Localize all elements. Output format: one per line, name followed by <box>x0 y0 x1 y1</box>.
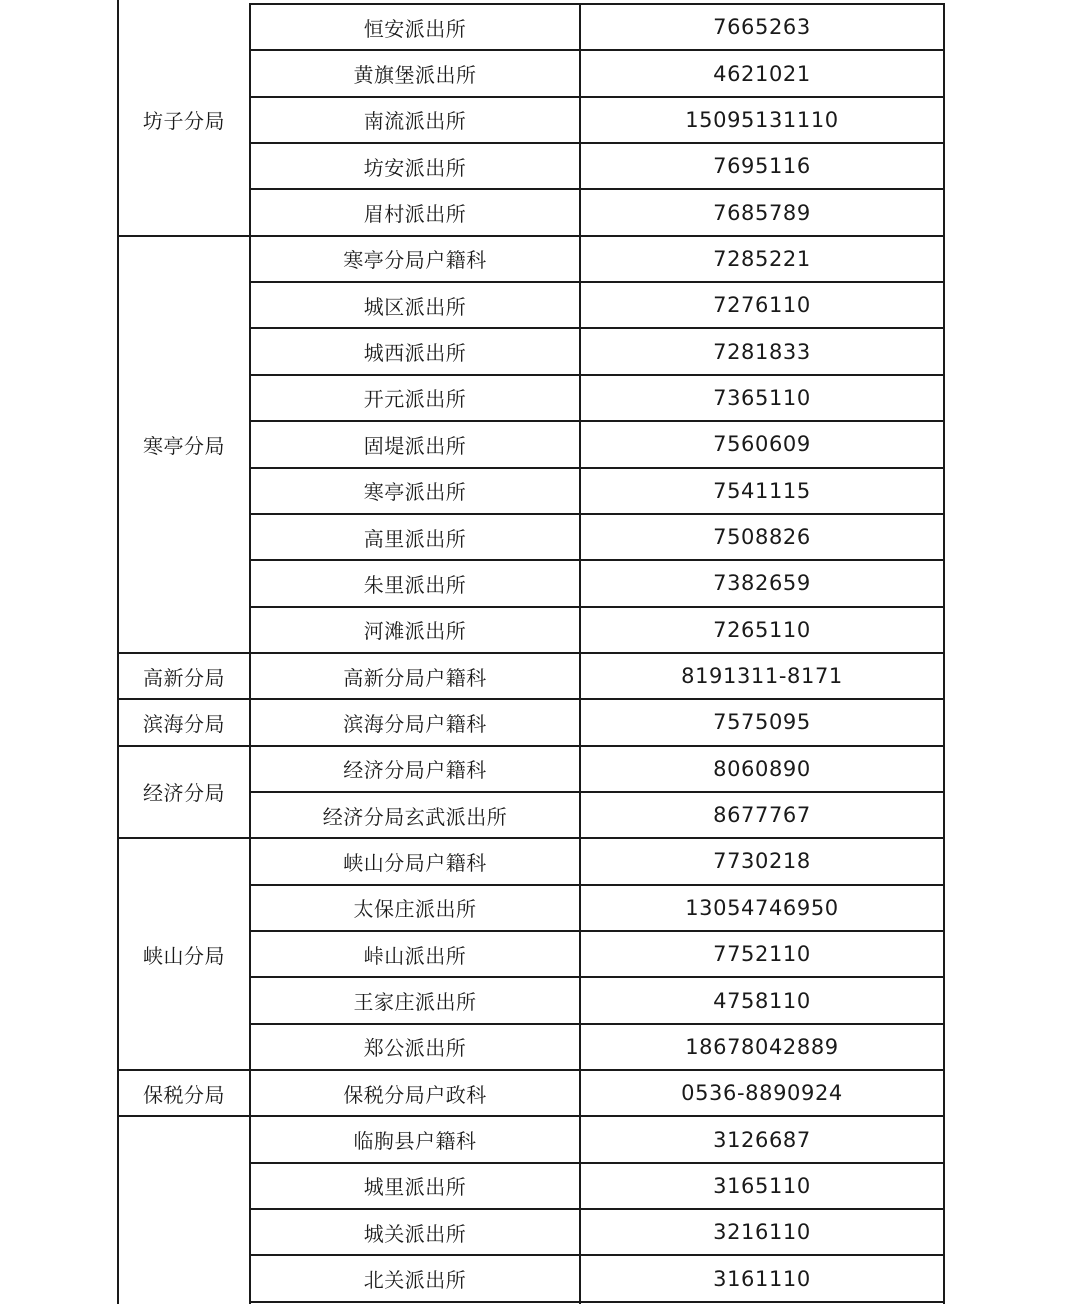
unit-name-cell: 峡山分局户籍科 <box>343 850 487 875</box>
unit-name-cell: 城西派出所 <box>363 341 467 366</box>
phone-number-cell: 3126687 <box>713 1127 811 1152</box>
unit-name-cell: 太保庄派出所 <box>353 897 477 922</box>
unit-name-cell: 恒安派出所 <box>363 16 467 41</box>
phone-number-cell: 7560609 <box>713 432 811 457</box>
row-divider <box>249 96 945 98</box>
phone-number-cell: 3165110 <box>713 1173 811 1198</box>
unit-name-cell: 坊安派出所 <box>363 155 467 180</box>
phone-number-cell: 7281833 <box>713 339 811 364</box>
phone-number-cell: 7695116 <box>713 154 811 179</box>
row-divider <box>249 281 945 283</box>
group-divider <box>117 745 945 747</box>
phone-number-cell: 4758110 <box>713 988 811 1013</box>
phone-number-cell: 4621021 <box>713 61 811 86</box>
unit-name-cell: 城里派出所 <box>363 1175 467 1200</box>
unit-name-cell: 北关派出所 <box>363 1268 467 1293</box>
unit-name-cell: 黄旗堡派出所 <box>353 63 477 88</box>
group-divider <box>117 235 945 237</box>
row-divider <box>249 142 945 144</box>
row-divider <box>249 1162 945 1164</box>
bureau-name-cell: 滨海分局 <box>143 711 225 736</box>
row-divider <box>249 467 945 469</box>
phone-number-cell: 7285221 <box>713 246 811 271</box>
unit-name-cell: 郑公派出所 <box>363 1036 467 1061</box>
unit-name-cell: 经济分局玄武派出所 <box>322 804 508 829</box>
table-border-top <box>249 3 945 5</box>
phone-number-cell: 7265110 <box>713 617 811 642</box>
bureau-name-cell: 保税分局 <box>143 1082 225 1107</box>
row-divider <box>249 513 945 515</box>
row-divider <box>249 327 945 329</box>
row-divider <box>249 49 945 51</box>
phone-number-cell: 7685789 <box>713 200 811 225</box>
unit-name-cell: 保税分局户政科 <box>343 1082 487 1107</box>
phone-number-cell: 7276110 <box>713 293 811 318</box>
unit-name-cell: 南流派出所 <box>363 109 467 134</box>
phone-number-cell: 3161110 <box>713 1266 811 1291</box>
phone-number-cell: 8677767 <box>713 803 811 828</box>
phone-number-cell: 7575095 <box>713 710 811 735</box>
unit-name-cell: 开元派出所 <box>363 387 467 412</box>
unit-name-cell: 峠山派出所 <box>363 943 467 968</box>
phone-number-cell: 0536-8890924 <box>681 1081 843 1106</box>
row-divider <box>249 1023 945 1025</box>
row-divider <box>249 420 945 422</box>
phone-number-cell: 8191311-8171 <box>681 664 843 689</box>
unit-name-cell: 临朐县户籍科 <box>353 1129 477 1154</box>
row-divider <box>249 1208 945 1210</box>
phone-number-cell: 7382659 <box>713 571 811 596</box>
bureau-name-cell: 寒亭分局 <box>143 433 225 458</box>
phone-number-cell: 13054746950 <box>685 895 839 920</box>
phone-number-cell: 7508826 <box>713 525 811 550</box>
unit-name-cell: 朱里派出所 <box>363 572 467 597</box>
phone-number-cell: 15095131110 <box>685 107 839 132</box>
row-divider <box>249 606 945 608</box>
group-divider <box>117 1115 945 1117</box>
row-divider <box>249 188 945 190</box>
bureau-name-cell: 经济分局 <box>143 781 225 806</box>
unit-name-cell: 固堤派出所 <box>363 433 467 458</box>
row-divider <box>249 559 945 561</box>
phone-number-cell: 8060890 <box>713 756 811 781</box>
unit-name-cell: 眉村派出所 <box>363 202 467 227</box>
unit-name-cell: 经济分局户籍科 <box>343 758 487 783</box>
unit-name-cell: 寒亭派出所 <box>363 480 467 505</box>
phone-number-cell: 3216110 <box>713 1220 811 1245</box>
phone-number-cell: 7665263 <box>713 15 811 40</box>
row-divider <box>249 791 945 793</box>
unit-name-cell: 王家庄派出所 <box>353 990 477 1015</box>
group-divider <box>117 652 945 654</box>
bureau-name-cell: 峡山分局 <box>143 943 225 968</box>
unit-name-cell: 城区派出所 <box>363 294 467 319</box>
phone-number-cell: 7752110 <box>713 942 811 967</box>
unit-name-cell: 高里派出所 <box>363 526 467 551</box>
group-divider <box>117 1069 945 1071</box>
row-divider <box>249 976 945 978</box>
phone-number-cell: 18678042889 <box>685 1034 839 1059</box>
bureau-name-cell: 高新分局 <box>143 665 225 690</box>
group-divider <box>117 837 945 839</box>
row-divider <box>249 1254 945 1256</box>
unit-name-cell: 寒亭分局户籍科 <box>343 248 487 273</box>
unit-name-cell: 高新分局户籍科 <box>343 665 487 690</box>
row-divider <box>249 884 945 886</box>
row-divider <box>249 1301 945 1303</box>
phone-number-cell: 7541115 <box>713 478 811 503</box>
unit-name-cell: 城关派出所 <box>363 1221 467 1246</box>
row-divider <box>249 930 945 932</box>
bureau-name-cell: 坊子分局 <box>143 109 225 134</box>
phone-number-cell: 7365110 <box>713 385 811 410</box>
unit-name-cell: 滨海分局户籍科 <box>343 711 487 736</box>
phone-number-cell: 7730218 <box>713 849 811 874</box>
unit-name-cell: 河滩派出所 <box>363 619 467 644</box>
group-divider <box>117 698 945 700</box>
bureau-name-cell <box>118 1116 250 1301</box>
row-divider <box>249 374 945 376</box>
